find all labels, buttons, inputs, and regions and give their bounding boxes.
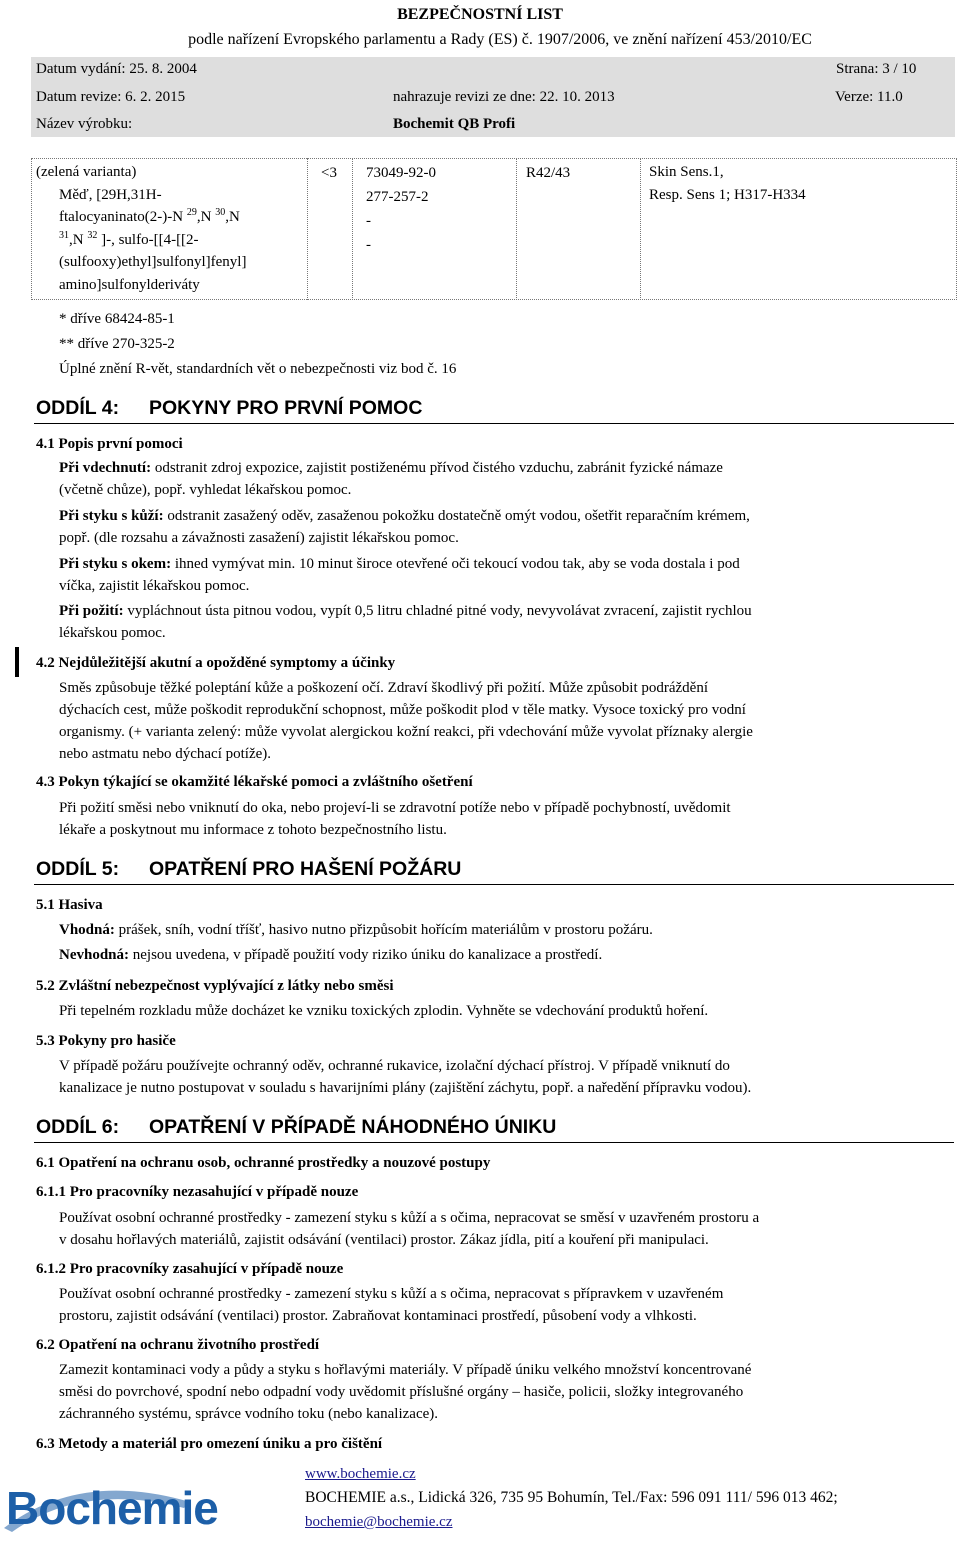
r-phrases: R42/43 (526, 165, 571, 181)
s41-eye: Při styku s okem: ihned vymývat min. 10 minut široce otevřené oči tekoucí vodou tak, aby se voda dostala i pod víčka, zajistit lékařskou pomoc. (59, 556, 740, 594)
identifiers: 73049-92-0 277-257-2 - - (366, 165, 436, 253)
s51-title: 5.1 Hasiva (36, 897, 103, 913)
footer-address: BOCHEMIE a.s., Lidická 326, 735 95 Bohumín, Tel./Fax: 596 091 111/ 596 013 462; (305, 1489, 838, 1506)
s41-inhalation: Při vdechnutí: odstranit zdroj expozice, zajistit postiženému přívod čistého vzduchu, zabránit fyzické námaze (včetně chůze), popř. vyhledat lékařskou pomoc. (59, 460, 723, 498)
concentration: <3 (321, 165, 337, 181)
s51-unsuitable: Nevhodná: nejsou uvedena, v případě použití vody riziko úniku do kanalizace a prostředí. (59, 947, 603, 963)
s611-text: Používat osobní ochranné prostředky - zamezení styku s kůží a s očima, nepracovat se směsí v uzavřeném prostoru a v dosahu hořlavých materiálů, zajistit odsávání (ventilaci) prostor. Zákaz jídla, pití a kouření při manipulaci. (59, 1210, 760, 1248)
note-former-ec: ** dříve 270-325-2 (59, 336, 175, 352)
section-5-number: ODDÍL 5: (36, 858, 120, 880)
s62-title: 6.2 Opatření na ochranu životního prostředí (36, 1337, 320, 1353)
s43-text: Při požití směsi nebo vniknutí do oka, nebo projeví-li se zdravotní potíže nebo v případě pochybností, uvědomit lékaře a poskytnout mu informace z tohoto bezpečnostního listu. (59, 800, 731, 838)
s62-text: Zamezit kontaminaci vody a půdy a styku s hořlavými materiály. V případě úniku velkého množství koncentrované směsi do povrchové, spodní nebo odpadní vody uvědomit příslušné orgány – hasiče, policii, složky integrovaného záchranného systému, správce vodního toku (nebo kanalizace). (59, 1362, 752, 1422)
s51-suitable: Vhodná: prášek, sníh, vodní tříšť, hasivo nutno přizpůsobit hořícím materiálům v prostoru požáru. (59, 922, 653, 938)
revision-date: Datum revize: 6. 2. 2015 (36, 89, 186, 105)
section-5-rule (34, 884, 954, 885)
product-name: Bochemit QB Profi (393, 116, 516, 132)
s612-title: 6.1.2 Pro pracovníky zasahující v případě nouze (36, 1261, 344, 1277)
section-4-rule (34, 423, 954, 424)
section-4-number: ODDÍL 4: (36, 397, 120, 419)
footer-website-link[interactable]: www.bochemie.cz (305, 1466, 416, 1482)
section-4-title: POKYNY PRO PRVNÍ POMOC (149, 397, 423, 419)
s52-title: 5.2 Zvláštní nebezpečnost vyplývající z látky nebo směsi (36, 978, 394, 994)
revision-change-bar (15, 647, 19, 677)
issue-date: Datum vydání: 25. 8. 2004 (36, 61, 197, 77)
s53-text: V případě požáru používejte ochranný oděv, ochranné rukavice, izolační dýchací přístroj. V případě vniknutí do kanalizace je nutno postupovat v souladu s havarijními plány (zajištění záchytu, popř. a naředění přípravku vodou). (59, 1058, 752, 1096)
footer-email-link[interactable]: bochemie@bochemie.cz (305, 1514, 453, 1530)
s63-title: 6.3 Metody a materiál pro omezení úniku a pro čištění (36, 1436, 383, 1452)
logo-text: Bochemie (6, 1482, 218, 1534)
note-full-text: Úplné znění R-vět, standardních vět o nebezpečnosti viz bod č. 16 (59, 361, 457, 377)
section-5-title: OPATŘENÍ PRO HAŠENÍ POŽÁRU (149, 858, 462, 880)
section-6-title: OPATŘENÍ V PŘÍPADĚ NÁHODNÉHO ÚNIKU (149, 1116, 557, 1138)
regulation-subtitle: podle nařízení Evropského parlamentu a Rady (ES) č. 1907/2006, ve znění nařízení 453/2010/EC (188, 31, 812, 48)
bochemie-logo (0, 1476, 300, 1536)
s42-text: Směs způsobuje těžké poleptání kůže a poškození očí. Zdraví škodlivý při požití. Může způsobit podráždění dýchacích cest, může poškodit reprodukční schopnost, může poškodit plod v těle matky. Vysoce toxický pro vodní organismy. (+ varianta zelený: může vyvolat alergickou kožní reakci, při vdechování může vyvolat příznaky alergie nebo astmatu nebo dýchací potíže). (59, 680, 753, 762)
substance-name: (zelená varianta) Měď, [29H,31H- ftalocyaninato(2-)-N $^{29}$,N $^{30}$,N $^{31}$,N $^{32}$ ]-, sulfo-[[4-[[2- (sulfooxy)ethyl]sulfonyl]fenyl] amino]sulfonylderiváty (36, 164, 247, 293)
s53-title: 5.3 Pokyny pro hasiče (36, 1033, 176, 1049)
product-label: Název výrobku: (36, 116, 133, 132)
s612-text: Používat osobní ochranné prostředky - zamezení styku s kůží a s očima, nepracovat s přípravkem v uzavřeném prostoru, zajistit odsávání (ventilaci) prostor. Zabraňovat kontaminaci prostředí, působení vody a vlhkosti. (59, 1286, 724, 1324)
replaces-revision: nahrazuje revizi ze dne: 22. 10. 2013 (393, 89, 615, 105)
page-number: Strana: 3 / 10 (836, 61, 917, 77)
s42-title: 4.2 Nejdůležitější akutní a opožděné symptomy a účinky (36, 655, 396, 671)
s41-ingestion: Při požití: vypláchnout ústa pitnou vodou, vypít 0,5 litru chladné pitné vody, nevyvolávat zvracení, zajistit rychlou lékařskou pomoc. (59, 603, 752, 641)
s611-title: 6.1.1 Pro pracovníky nezasahující v případě nouze (36, 1184, 359, 1200)
document-title: BEZPEČNOSTNÍ LIST (397, 6, 563, 23)
version: Verze: 11.0 (835, 89, 903, 105)
note-former-cas: * dříve 68424-85-1 (59, 311, 175, 327)
section-6-number: ODDÍL 6: (36, 1116, 120, 1138)
section-6-rule (34, 1142, 954, 1143)
s61-title: 6.1 Opatření na ochranu osob, ochranné prostředky a nouzové postupy (36, 1155, 491, 1171)
s41-title: 4.1 Popis první pomoci (36, 436, 183, 452)
classification: Skin Sens.1, Resp. Sens 1; H317-H334 (649, 164, 806, 203)
s52-text: Při tepelném rozkladu může docházet ke vzniku toxických zplodin. Vyhněte se vdechování produktů hoření. (59, 1003, 709, 1019)
s43-title: 4.3 Pokyn týkající se okamžité lékařské pomoci a zvláštního ošetření (36, 774, 473, 790)
s41-skin: Při styku s kůží: odstranit zasažený oděv, zasaženou pokožku dostatečně omýt vodou, ošetřit reparačním krémem, popř. (dle rozsahu a závažnosti zasažení) zajistit lékařskou pomoc. (59, 508, 750, 546)
